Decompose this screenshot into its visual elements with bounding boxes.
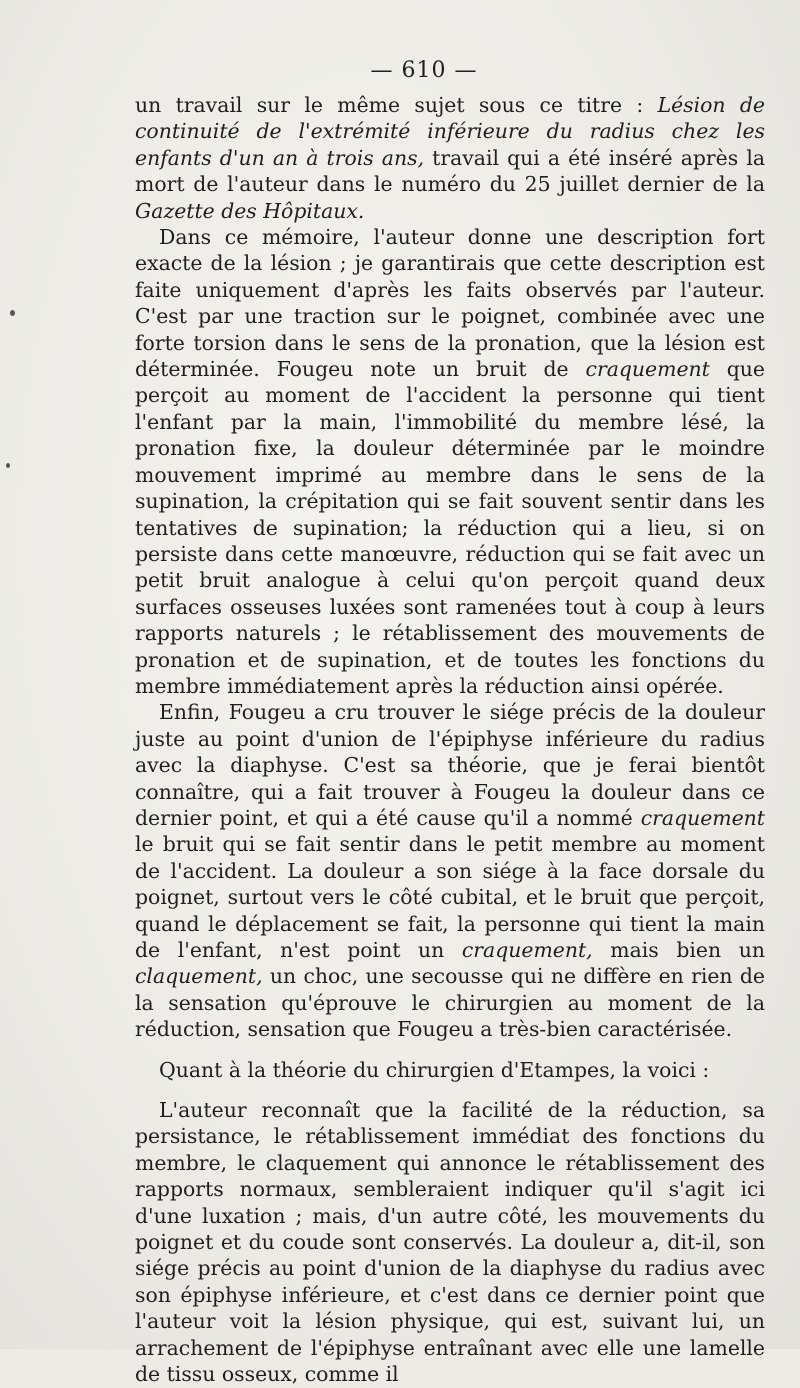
italic-text: Gazette des Hôpitaux. <box>135 198 365 223</box>
italic-text: craquement <box>585 357 710 382</box>
italic-text: craquement <box>640 805 765 830</box>
text-run: le bruit qui se fait sentir dans le petit membre au moment de l'accident. La douleur a son siége à la face dorsale du poignet, surtout vers le côté cubital, et le bruit que perçoit, quand le déplacement se fait, la personne qui tient la main de l'enfant, n'est point un <box>135 832 765 962</box>
paragraph <box>135 224 765 699</box>
section-intro-paragraph <box>135 1057 765 1083</box>
italic-text: craquement, <box>461 938 593 962</box>
text-run: travail qui a été inséré après la mort de l'auteur dans le numéro du 25 juillet dernier de la <box>135 145 766 197</box>
margin-speck <box>6 463 10 468</box>
text-run: Quant à la théorie du chirurgien d'Etampes, la voici : <box>159 1057 710 1082</box>
text-run: Dans ce mémoire, l'auteur donne une description fort exacte de la lésion ; je garantirais que cette description est faite uniquement d'après les faits observés par l'auteur. C'est par une traction sur le poignet, combinée avec une forte torsion dans le sens de la pronation, que la lésion est déterminée. Fougeu note un bruit de <box>135 225 765 382</box>
body-text <box>135 92 765 1388</box>
italic-text: claquement, <box>135 964 263 989</box>
text-run: mais bien un <box>592 938 765 962</box>
text-run: un travail sur le même sujet sous ce titre : <box>135 93 658 117</box>
paragraph <box>135 699 765 1042</box>
margin-speck <box>10 310 15 316</box>
text-run: que perçoit au moment de l'accident la personne qui tient l'enfant par la main, l'immobilité du membre lésé, la pronation fixe, la douleur déterminée par le moindre mouvement imprimé au membre dans le sens de la supination, la crépitation qui se fait souvent sentir dans les tentatives de supination; la réduction qui a lieu, si on persiste dans cette manœuvre, réduction qui se fait avec un petit bruit analogue à celui qu'on perçoit quand deux surfaces osseuses luxées sont ramenées tout à coup à leurs rapports naturels ; le rétablissement des mouvements de pronation et de supination, et de toutes les fonctions du membre immédiatement après la réduction ainsi opérée. <box>135 357 765 698</box>
text-run: Enfin, Fougeu a cru trouver le siége précis de la douleur juste au point d'union de l'épiphyse inférieure du radius avec la diaphyse. C'est sa théorie, que je ferai bientôt connaître, qui a fait trouver à Fougeu la douleur dans ce dernier point, et qui a été cause qu'il a nommé <box>135 700 765 830</box>
paragraph <box>135 92 765 224</box>
page-number: — 610 — <box>370 58 478 83</box>
italic-text: Lésion de continuité de l'extrémité inférieure du radius chez les enfants d'un an à trois ans, <box>135 93 765 170</box>
paragraph <box>135 1097 765 1387</box>
text-run: L'auteur reconnaît que la facilité de la réduction, sa persistance, le rétablissement immédiat des fonctions du membre, le claquement qui annonce le rétablissement des rapports normaux, sembleraient indiquer qu'il s'agit ici d'une luxation ; mais, d'un autre côté, les mouvements du poignet et du coude sont conservés. La douleur a, dit-il, son siége précis au point d'union de la diaphyse du radius avec son épiphyse inférieure, et c'est dans ce dernier point que l'auteur voit la lésion physique, qui est, suivant lui, un arrachement de l'épiphyse entraînant avec elle une lamelle de tissu osseux, comme il <box>135 1098 765 1387</box>
text-run: un choc, une secousse qui ne diffère en rien de la sensation qu'éprouve le chirurgien au moment de la réduction, sensation que Fougeu a très-bien caractérisée. <box>135 964 765 1042</box>
